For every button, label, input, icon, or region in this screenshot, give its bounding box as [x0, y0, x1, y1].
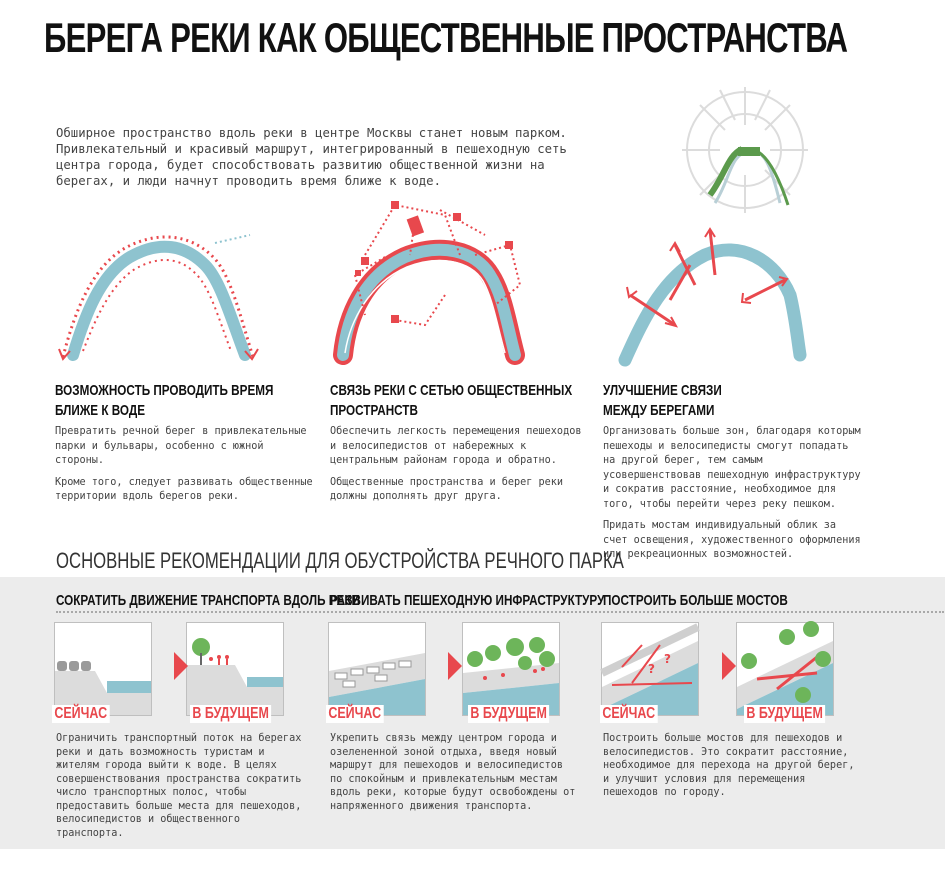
intro-text: Обширное пространство вдоль реки в центре Москвы станет новым парком. Привлекательный и красивый маршрут, интегрированный в пешеходную сеть центра города, будет способствовать развитию общественной жизни на берегах, и люди начнут проводить время ближе к воде.	[56, 126, 567, 188]
rec1-text: Ограничить транспортный поток на берегах реки и дать возможность туристам и жителям города выйти к воде. В целях совершенствования пространства сократить число транспортных полос, чтобы предоставить больше места для пешеходов, велосипедистов и общественного транспорта.	[56, 733, 302, 839]
col3-para1: Организовать больше зон, благодаря которым пешеходы и велосипедисты смогут попадать на другой берег, тем самым усовершенствовав пешеходную инфраструктуру и сократив расстояние, необходимое для того, чтобы перейти через реку пешком.	[603, 426, 861, 510]
rec1-now-image	[54, 622, 152, 716]
moscow-map-icon	[680, 85, 810, 215]
col2-para1: Обеспечить легкость перемещения пешеходов и велосипедистов от набережных к центральным районам города и обратно.	[330, 426, 582, 466]
col3-heading-line1: УЛУЧШЕНИЕ СВЯЗИ	[603, 382, 722, 399]
col2-para2: Общественные пространства и берег реки должны дополнять друг друга.	[330, 476, 564, 502]
arrow-right-icon	[448, 652, 462, 680]
rec3-title: ПОСТРОИТЬ БОЛЬШЕ МОСТОВ	[603, 592, 788, 609]
rec2-now-image	[328, 622, 426, 716]
col3-para2: Придать мостам индивидуальный облик за счет освещения, художественного оформления или рекреационных возможностей.	[603, 520, 861, 560]
rec1-title: СОКРАТИТЬ ДВИЖЕНИЕ ТРАНСПОРТА ВДОЛЬ РЕКИ	[56, 592, 360, 609]
rec2-title: РАЗВИВАТЬ ПЕШЕХОДНУЮ ИНФРАСТРУКТУРУ	[330, 592, 605, 609]
arrow-right-icon	[174, 652, 188, 680]
river-banks-diagram	[55, 225, 270, 370]
rec2-future-image	[462, 622, 560, 716]
arrow-right-icon	[722, 652, 736, 680]
col3-heading-line2: МЕЖДУ БЕРЕГАМИ	[603, 402, 715, 419]
river-connections-diagram	[615, 225, 815, 370]
col2-heading-line1: СВЯЗЬ РЕКИ С СЕТЬЮ ОБЩЕСТВЕННЫХ	[330, 382, 573, 399]
col1-para2: Кроме того, следует развивать общественные территории вдоль берегов реки.	[55, 476, 313, 502]
rec2-text: Укрепить связь между центром города и озелененной зоной отдыха, введя новый маршрут для пешеходов и велосипедистов по спокойным и привлекательным местам вдоль реки, которые будут освобождены от напряженного движения транспорта.	[330, 733, 576, 812]
public-space-network-diagram	[325, 195, 530, 370]
svg-text:?: ?	[664, 652, 671, 666]
rec3-future-label: В БУДУЩЕМ	[744, 705, 825, 723]
col2-heading-line2: ПРОСТРАНСТВ	[330, 402, 418, 419]
page-title: БЕРЕГА РЕКИ КАК ОБЩЕСТВЕННЫЕ ПРОСТРАНСТВА	[44, 14, 848, 61]
col1-heading-line2: БЛИЖЕ К ВОДЕ	[55, 402, 146, 419]
rec2-future-label: В БУДУЩЕМ	[468, 705, 549, 723]
col1-para1: Превратить речной берег в привлекательные парки и бульвары, особенно с южной стороны.	[55, 426, 307, 466]
rec2-now-label: СЕЙЧАС	[326, 705, 383, 723]
rec1-future-image	[186, 622, 284, 716]
svg-text:?: ?	[648, 662, 655, 676]
section-title: ОСНОВНЫЕ РЕКОМЕНДАЦИИ ДЛЯ ОБУСТРОЙСТВА РЕЧНОГО ПАРКА	[56, 548, 624, 573]
rec1-future-label: В БУДУЩЕМ	[190, 705, 271, 723]
divider	[56, 611, 944, 613]
rec3-now-image	[601, 622, 699, 716]
rec1-now-label: СЕЙЧАС	[52, 705, 109, 723]
rec3-future-image	[736, 622, 834, 716]
rec3-text: Построить больше мостов для пешеходов и велосипедистов. Это сократит расстояние, необходимое для перехода на другой берег, и улучшит условия для перемещения пешеходов по городу.	[603, 733, 855, 798]
col1-heading-line1: ВОЗМОЖНОСТЬ ПРОВОДИТЬ ВРЕМЯ	[55, 382, 274, 399]
rec3-now-label: СЕЙЧАС	[600, 705, 657, 723]
